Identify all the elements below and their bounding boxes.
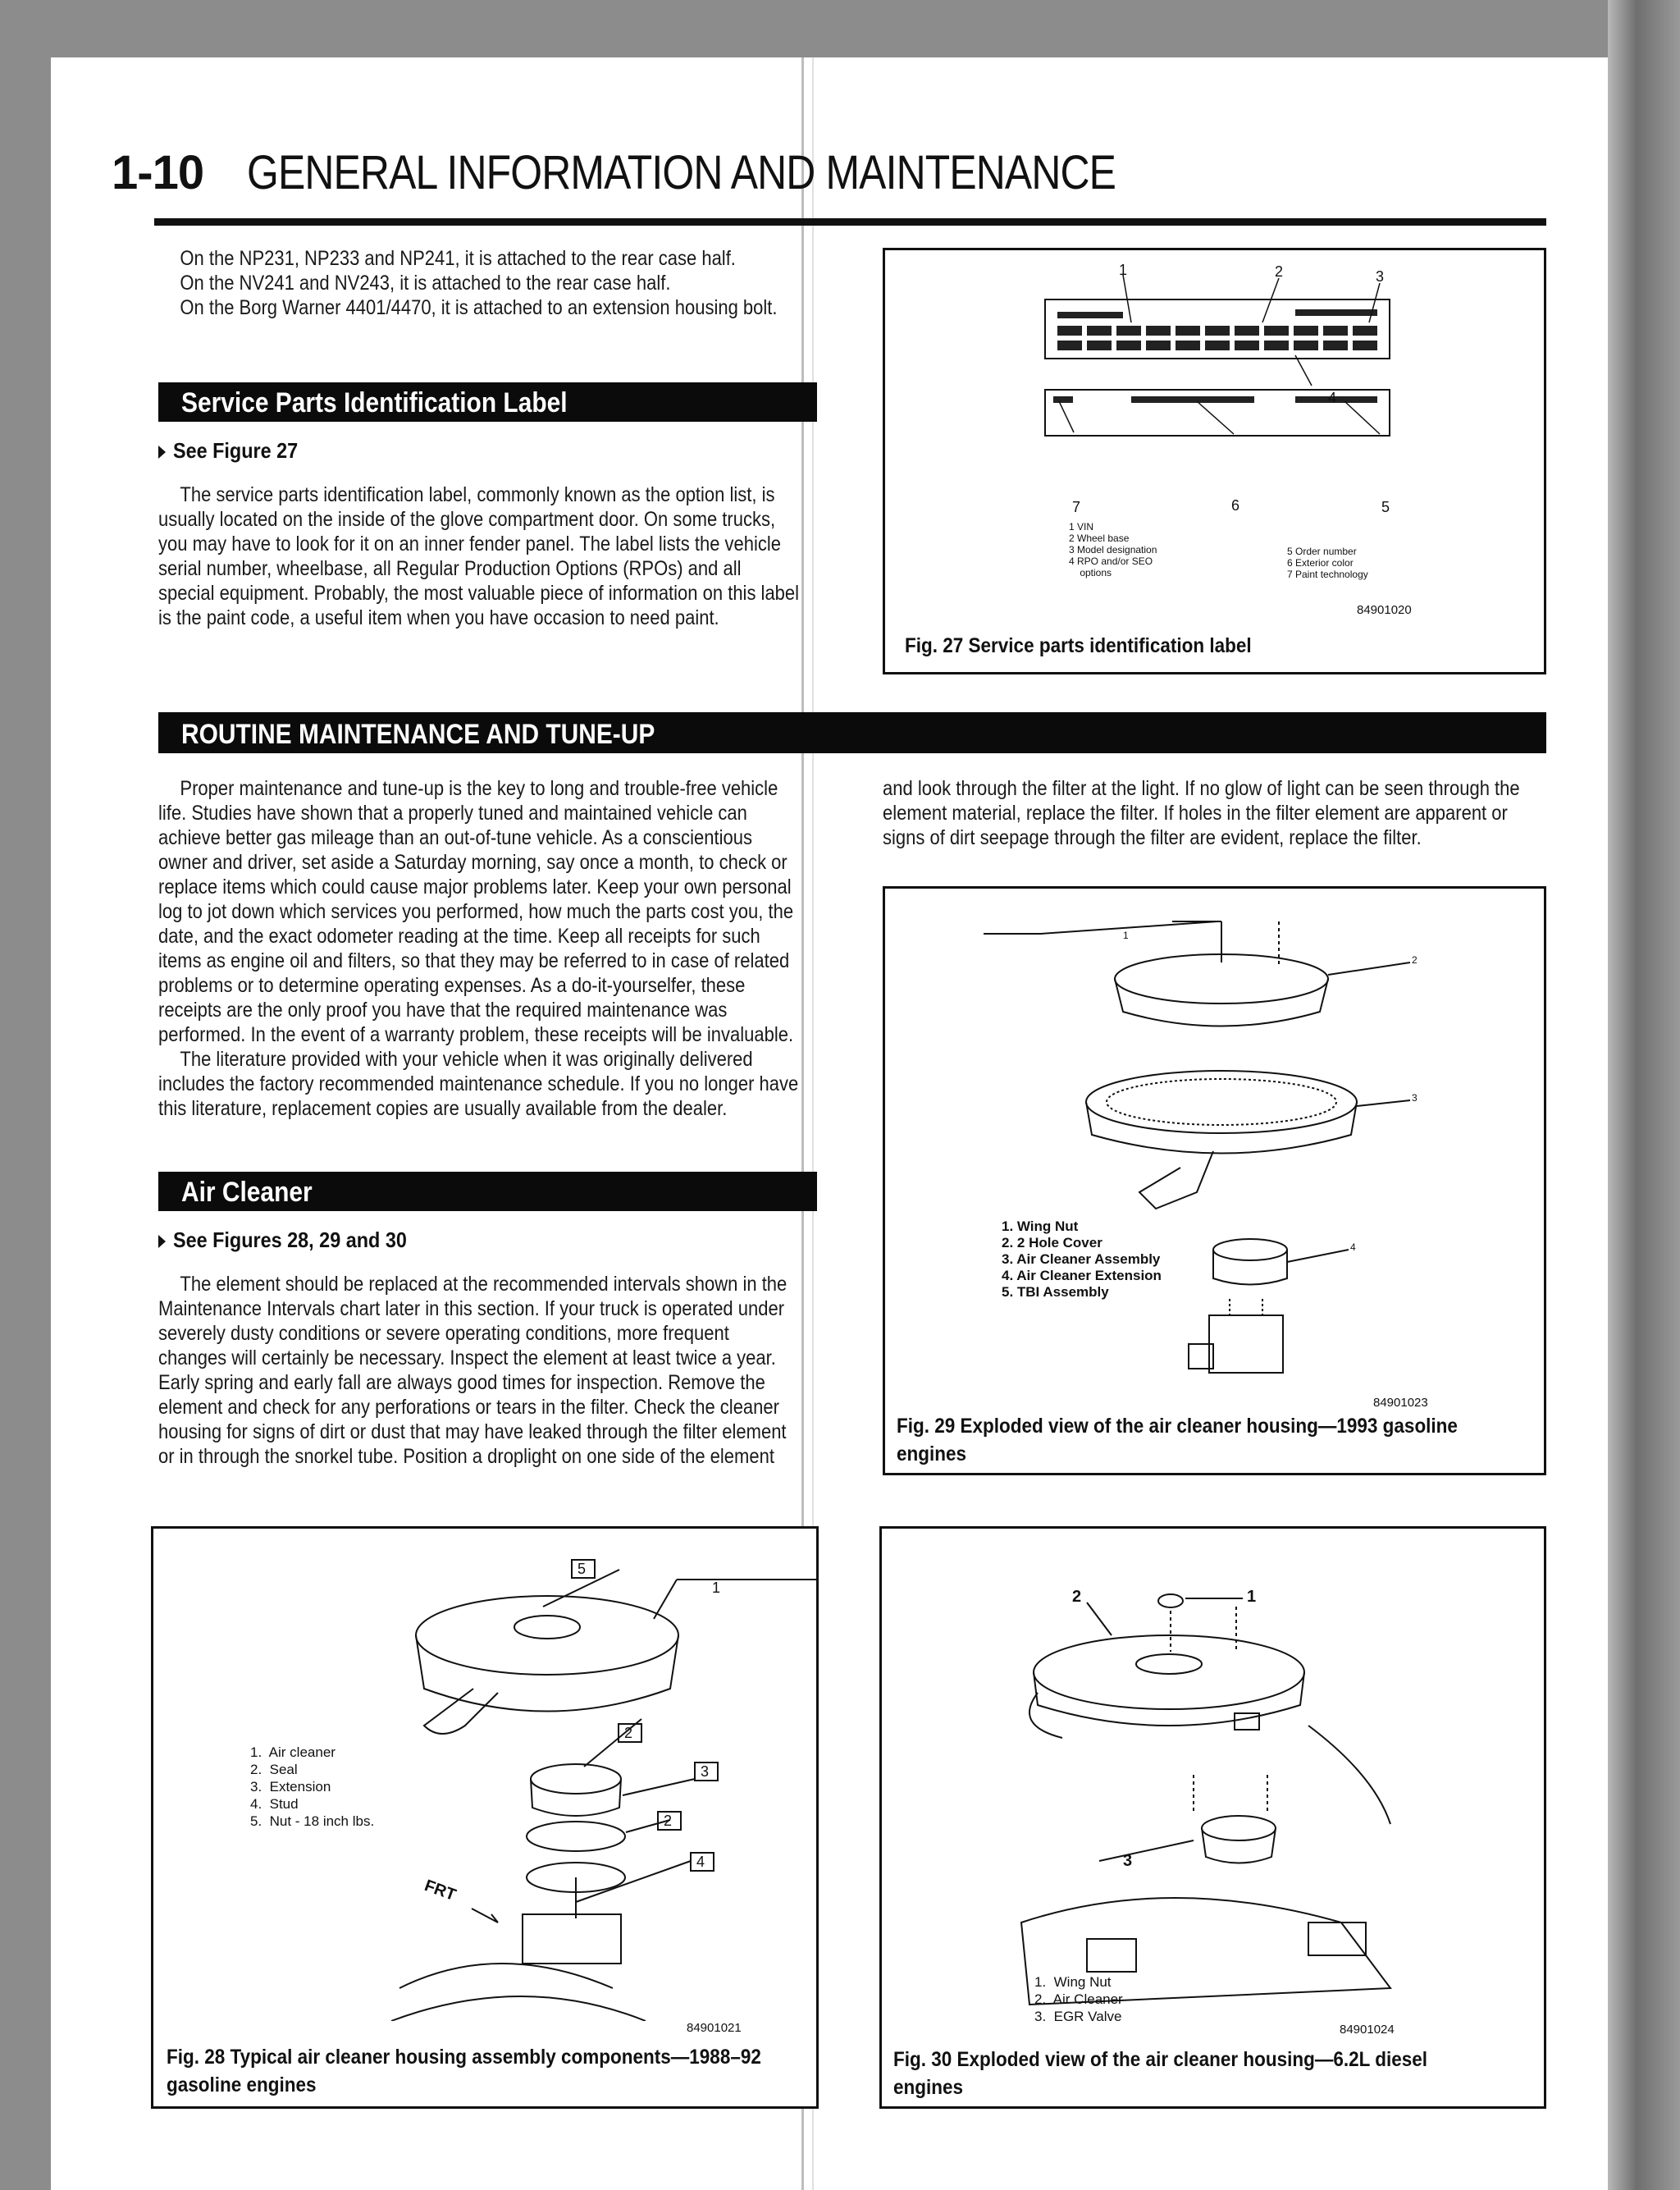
fig30-diagram xyxy=(882,1529,1544,2021)
page-title: GENERAL INFORMATION AND MAINTENANCE xyxy=(247,146,1116,199)
fig27-callout: 3 xyxy=(1376,268,1385,285)
fig27-legend-right xyxy=(1287,546,1368,580)
scan-edge xyxy=(1608,0,1680,2190)
legend-item: 5. Nut - 18 inch lbs. xyxy=(250,1813,375,1829)
fig30-caption: Fig. 30 Exploded view of the air cleaner housing—6.2L diesel engines xyxy=(893,2048,1428,2099)
air-cleaner-continued xyxy=(883,776,1547,850)
air-cleaner-paragraph-continued: and look through the filter at the light. If no glow of light can be seen through the element material, replace the filter. If holes in the filter element are apparent or signs of dirt seepage through the filter are evident, replace the filter. xyxy=(883,777,1520,849)
page-number: 1-10 xyxy=(112,146,204,199)
pointer-arrow-icon xyxy=(158,446,166,459)
fig27-callout: 1 xyxy=(1119,262,1128,278)
fig28-callout: 4 xyxy=(696,1854,705,1870)
legend-item: 2. Air Cleaner xyxy=(1034,1991,1123,2007)
air-cleaner-text xyxy=(158,1272,801,1469)
fig27-diagram xyxy=(885,250,1544,595)
fig30-callout: 1 xyxy=(1247,1588,1257,1606)
legend-item: 1. Wing Nut xyxy=(1034,1974,1112,1990)
legend-item: 5. TBI Assembly xyxy=(1002,1284,1109,1300)
legend-item: 1 VIN xyxy=(1069,521,1094,533)
fig27-caption: Fig. 27 Service parts identification label xyxy=(905,634,1252,657)
figure-28 xyxy=(151,1526,819,2109)
legend-item: 7 Paint technology xyxy=(1287,569,1368,580)
page-header xyxy=(112,86,1547,209)
section-heading-spid xyxy=(158,382,817,422)
legend-item: 1. Air cleaner xyxy=(250,1744,336,1760)
fig28-callout: 2 xyxy=(624,1725,633,1741)
fig29-diagram xyxy=(885,889,1544,1397)
legend-item: 6 Exterior color xyxy=(1287,557,1354,569)
fig27-callout: 5 xyxy=(1381,499,1390,515)
fig30-code: 84901024 xyxy=(1340,2023,1395,2037)
figure-30 xyxy=(879,1526,1546,2109)
fig27-callout: 7 xyxy=(1072,499,1081,515)
fig27-legend-left xyxy=(1069,521,1157,578)
routine-paragraph: The literature provided with your vehicle when it was originally delivered includes the factory recommended maintenance schedule. If you no longer have this literature, replacement copies are usually available from the dealer. xyxy=(158,1048,799,1120)
see-figures-28-30 xyxy=(158,1228,407,1253)
legend-item: 3 Model designation xyxy=(1069,544,1157,556)
fig29-code: 84901023 xyxy=(1373,1396,1428,1410)
fig30-callout: 3 xyxy=(1123,1852,1133,1870)
legend-item: 1. Wing Nut xyxy=(1002,1218,1079,1234)
fig28-callout: 2 xyxy=(664,1813,673,1829)
legend-item: 3. Extension xyxy=(250,1779,331,1795)
fig28-caption: Fig. 28 Typical air cleaner housing assembly components—1988–92 gasoline engines xyxy=(167,2046,761,2096)
see-figure-text: See Figures 28, 29 and 30 xyxy=(173,1228,407,1252)
legend-item: 5 Order number xyxy=(1287,546,1357,557)
fig29-callout: 2 xyxy=(1412,954,1418,966)
routine-text xyxy=(158,776,801,1121)
see-figure-27 xyxy=(158,438,298,464)
fig28-callout: 1 xyxy=(712,1580,721,1596)
legend-item: 2. 2 Hole Cover xyxy=(1002,1235,1102,1250)
fig28-legend xyxy=(250,1744,374,1830)
legend-item: 2. Seal xyxy=(250,1762,298,1777)
figure-29 xyxy=(883,886,1546,1475)
figure-27 xyxy=(883,248,1546,674)
air-cleaner-paragraph: The element should be replaced at the recommended intervals shown in the Maintenance Intervals chart later in this section. If your truck is operated under severely dusty conditions or severe operating conditions, more frequent changes will certainly be necessary. Inspect the element at least twice a year. Early spring and early fall are always good times for inspection. Remove the element and check for any perforations or tears in the filter. Check the cleaner housing for signs of dirt or dust that may have leaked through the filter element or in through the snorkel tube. Position a droplight on one side of the element xyxy=(158,1273,788,1468)
intro-paragraph: On the NV241 and NV243, it is attached to the rear case half. xyxy=(180,272,671,295)
legend-item: 3. Air Cleaner Assembly xyxy=(1002,1251,1161,1267)
fig29-callout: 3 xyxy=(1412,1092,1418,1104)
spid-paragraph: The service parts identification label, commonly known as the option list, is usually located on the inside of the glove compartment door. On some trucks, you may have to look for it on an inner fender panel. The label lists the vehicle serial number, wheelbase, all Regular Production Options (RPOs) and all special equipment. Probably, the most valuable piece of information on this label is the paint code, a useful item when you have occasion to need paint. xyxy=(158,483,800,629)
section-heading-text: Air Cleaner xyxy=(181,1177,313,1208)
section-heading-routine xyxy=(158,712,1546,753)
fig29-callout: 4 xyxy=(1350,1241,1356,1253)
pointer-arrow-icon xyxy=(158,1235,166,1248)
fig27-code: 84901020 xyxy=(1357,603,1412,617)
fig28-code: 84901021 xyxy=(687,2021,742,2035)
fig29-legend xyxy=(1002,1218,1162,1301)
intro-paragraph: On the Borg Warner 4401/4470, it is attached to an extension housing bolt. xyxy=(180,296,778,319)
fig28-frt-label: FRT xyxy=(422,1877,459,1905)
fig27-callout: 2 xyxy=(1275,263,1284,280)
legend-item: 2 Wheel base xyxy=(1069,533,1130,544)
fig27-callout: 6 xyxy=(1231,497,1240,514)
fig27-callout: 4 xyxy=(1328,390,1337,406)
intro-text xyxy=(158,246,801,320)
section-heading-text: ROUTINE MAINTENANCE AND TUNE-UP xyxy=(181,719,655,750)
fig29-callout: 1 xyxy=(1123,930,1129,941)
fig28-callout: 5 xyxy=(578,1561,587,1577)
see-figure-text: See Figure 27 xyxy=(173,438,299,463)
fig30-callout: 2 xyxy=(1072,1588,1082,1606)
fig29-caption: Fig. 29 Exploded view of the air cleaner housing—1993 gasoline engines xyxy=(897,1415,1458,1465)
routine-paragraph: Proper maintenance and tune-up is the key to long and trouble-free vehicle life. Studies have shown that a properly tuned and maintained vehicle can achieve better gas mileage than an out-of-tune vehicle. As a conscientious owner and driver, set aside a Saturday morning, say once a month, to check or replace items which could cause major problems later. Keep your own personal log to jot down which services you performed, how much the parts cost you, the date, and the exact odometer reading at the time. Keep all receipts for such items as engine oil and filters, so that they may be referred to in case of related problems or to determine operating expenses. As a do-it-yourselfer, these receipts are the only proof you have that the required maintenance was performed. In the event of a warranty problem, these receipts will be invaluable. xyxy=(158,777,794,1046)
legend-item: 4. Air Cleaner Extension xyxy=(1002,1268,1162,1283)
legend-item: 4. Stud xyxy=(250,1796,299,1812)
header-rule xyxy=(154,218,1546,226)
section-heading-text: Service Parts Identification Label xyxy=(181,387,568,418)
legend-item: 3. EGR Valve xyxy=(1034,2009,1122,2024)
spid-text xyxy=(158,482,801,630)
fig28-callout: 3 xyxy=(701,1763,710,1780)
section-heading-air-cleaner xyxy=(158,1172,817,1211)
fig30-legend xyxy=(1034,1973,1123,2025)
legend-item: options xyxy=(1069,567,1112,578)
legend-item: 4 RPO and/or SEO xyxy=(1069,556,1153,567)
intro-paragraph: On the NP231, NP233 and NP241, it is attached to the rear case half. xyxy=(180,247,736,270)
